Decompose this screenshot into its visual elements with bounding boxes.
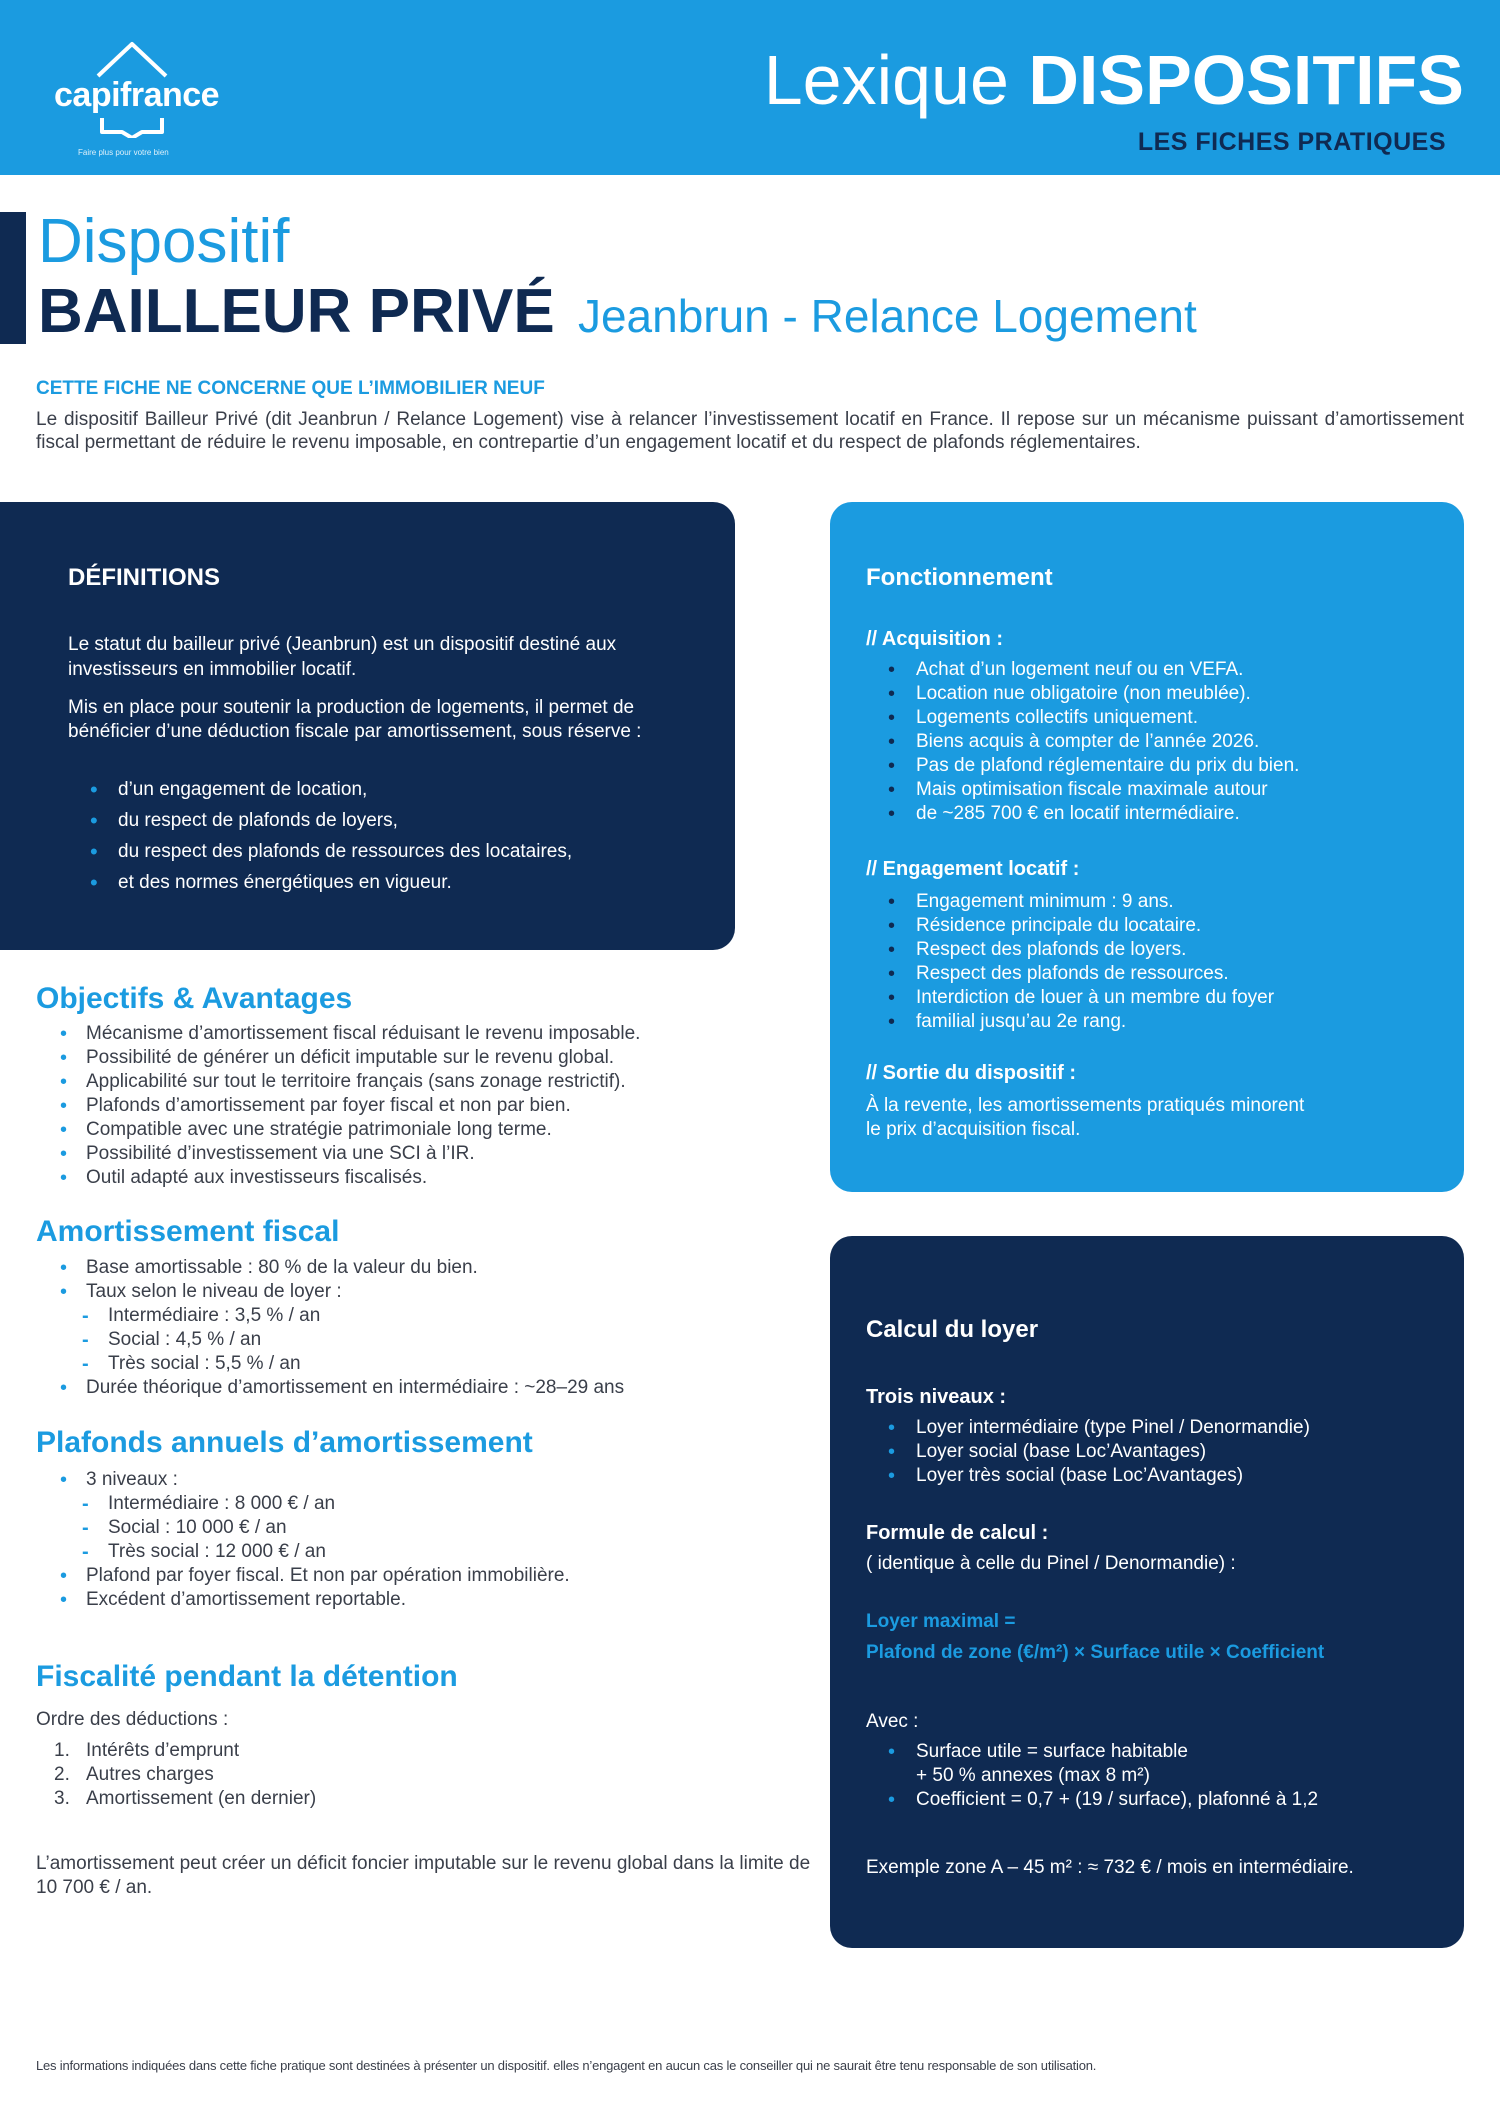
header-title-bold: DISPOSITIFS <box>1028 41 1464 119</box>
sortie-text-line1: À la revente, les amortissements pratiqués minorent <box>866 1095 1305 1116</box>
list-item: • de ~285 700 € en locatif intermédiaire. <box>888 802 1299 826</box>
list-item: • Excédent d’amortissement reportable. <box>60 1588 570 1612</box>
footer-disclaimer: Les informations indiquées dans cette fiche pratique sont destinées à présenter un dispositif. elles n’engagent en aucun cas le conseiller qui ne saurait être tenu responsable de son utilisation. <box>36 2058 1097 2073</box>
list-item: • du respect de plafonds de loyers, <box>90 805 572 836</box>
list-item: • Mais optimisation fiscale maximale autour <box>888 778 1299 802</box>
title-accent-bar <box>0 212 26 344</box>
niveaux-list <box>888 1416 1310 1488</box>
step-number: 1. <box>54 1740 70 1761</box>
list-item <box>54 1739 316 1763</box>
fiscalite-title: Fiscalité pendant la détention <box>36 1660 458 1693</box>
intro-text: Le dispositif Bailleur Privé (dit Jeanbrun / Relance Logement) vise à relancer l’investissement locatif en France. Il repose sur un mécanisme puissant d’amortissement fiscal permettant de réduire le revenu imposable, en contrepartie d’un engagement locatif et du respect de plafonds réglementaires. <box>36 409 1464 453</box>
list-item: • Applicabilité sur tout le territoire français (sans zonage restrictif). <box>60 1070 640 1094</box>
list-item: • Mécanisme d’amortissement fiscal réduisant le revenu imposable. <box>60 1022 640 1046</box>
fonctionnement-title: Fonctionnement <box>866 564 1053 591</box>
list-subitem: - Intermédiaire : 8 000 € / an <box>60 1492 570 1516</box>
list-item: • et des normes énergétiques en vigueur. <box>90 867 572 898</box>
list-item: • Engagement minimum : 9 ans. <box>888 890 1274 914</box>
list-item: • Résidence principale du locataire. <box>888 914 1274 938</box>
logo-text: capifrance <box>54 76 220 114</box>
list-item: • Logements collectifs uniquement. <box>888 706 1299 730</box>
acquisition-list <box>888 658 1299 826</box>
list-item: • Outil adapté aux investisseurs fiscalisés. <box>60 1166 640 1190</box>
definitions-p2: Mis en place pour soutenir la production de logements, il permet de bénéficier d’une déduction fiscale par amortissement, sous réserve : <box>68 697 642 742</box>
page-title-bold: BAILLEUR PRIVÉ <box>38 277 555 346</box>
list-item <box>54 1763 316 1787</box>
fonctionnement-box <box>830 502 1464 1192</box>
list-subitem: - Social : 10 000 € / an <box>60 1516 570 1540</box>
list-item: • du respect des plafonds de ressources des locataires, <box>90 836 572 867</box>
step-number: 2. <box>54 1764 70 1785</box>
page-title-line1: Dispositif <box>38 207 290 276</box>
page-title-line2 <box>38 276 1197 347</box>
header-title-light: Lexique <box>763 41 1009 119</box>
step-text: Autres charges <box>86 1764 214 1785</box>
list-item: • Respect des plafonds de ressources. <box>888 962 1274 986</box>
definitions-list <box>90 774 572 898</box>
amortissement-title: Amortissement fiscal <box>36 1215 340 1248</box>
list-subitem: - Très social : 5,5 % / an <box>60 1352 624 1376</box>
list-item: • Location nue obligatoire (non meublée). <box>888 682 1299 706</box>
amortissement-list <box>60 1256 624 1400</box>
list-item: • Possibilité de générer un déficit imputable sur le revenu global. <box>60 1046 640 1070</box>
header-banner <box>0 0 1500 175</box>
list-subitem: - Intermédiaire : 3,5 % / an <box>60 1304 624 1328</box>
formula-line2: Plafond de zone (€/m²) × Surface utile × Coefficient <box>866 1642 1325 1663</box>
list-subitem: - Social : 4,5 % / an <box>60 1328 624 1352</box>
capifrance-logo[interactable] <box>48 38 218 158</box>
surface-line1: • Surface utile = surface habitable <box>916 1741 1188 1762</box>
list-item: • Possibilité d’investissement via une SCI à l’IR. <box>60 1142 640 1166</box>
fiscalite-ordre: Ordre des déductions : <box>36 1709 229 1730</box>
list-item: • Durée théorique d’amortissement en intermédiaire : ~28–29 ans <box>60 1376 624 1400</box>
list-item: • Biens acquis à compter de l’année 2026. <box>888 730 1299 754</box>
plafonds-title: Plafonds annuels d’amortissement <box>36 1426 533 1459</box>
calcul-title: Calcul du loyer <box>866 1316 1039 1343</box>
header-subtitle: LES FICHES PRATIQUES <box>1137 128 1446 156</box>
acquisition-label: // Acquisition : <box>866 628 1004 650</box>
engagement-list <box>888 890 1274 1034</box>
niveaux-label: Trois niveaux : <box>866 1386 1007 1408</box>
avec-label: Avec : <box>866 1711 919 1732</box>
step-text: Intérêts d’emprunt <box>86 1740 240 1761</box>
definitions-box <box>0 502 735 950</box>
formule-label: Formule de calcul : <box>866 1522 1049 1544</box>
calcul-box <box>830 1236 1464 1948</box>
formule-note: ( identique à celle du Pinel / Denormandie) : <box>866 1553 1236 1574</box>
header-title <box>764 40 1464 120</box>
list-item: • Base amortissable : 80 % de la valeur du bien. <box>60 1256 624 1280</box>
logo-tagline: Faire plus pour votre bien <box>78 148 169 157</box>
list-item: • Loyer intermédiaire (type Pinel / Denormandie) <box>888 1416 1310 1440</box>
list-item: • Compatible avec une stratégie patrimoniale long terme. <box>60 1118 640 1142</box>
list-item: • Plafonds d’amortissement par foyer fiscal et non par bien. <box>60 1094 640 1118</box>
list-item: • Loyer social (base Loc’Avantages) <box>888 1440 1310 1464</box>
list-item: • Respect des plafonds de loyers. <box>888 938 1274 962</box>
list-item <box>888 1740 1318 1788</box>
fiscalite-note: L’amortissement peut créer un déficit foncier imputable sur le revenu global dans la limite de 10 700 € / an. <box>36 1853 811 1898</box>
intro-heading: CETTE FICHE NE CONCERNE QUE L’IMMOBILIER NEUF <box>36 378 545 399</box>
list-item: • Achat d’un logement neuf ou en VEFA. <box>888 658 1299 682</box>
list-item: • familial jusqu’au 2e rang. <box>888 1010 1274 1034</box>
list-item: • Plafond par foyer fiscal. Et non par opération immobilière. <box>60 1564 570 1588</box>
sortie-label: // Sortie du dispositif : <box>866 1062 1076 1084</box>
engagement-label: // Engagement locatif : <box>866 858 1080 880</box>
list-item: • Pas de plafond réglementaire du prix du bien. <box>888 754 1299 778</box>
list-item: • 3 niveaux : <box>60 1468 570 1492</box>
plafonds-list <box>60 1468 570 1612</box>
list-subitem: - Très social : 12 000 € / an <box>60 1540 570 1564</box>
fiscalite-steps <box>54 1739 316 1811</box>
surface-line2: + 50 % annexes (max 8 m²) <box>916 1765 1150 1786</box>
step-text: Amortissement (en dernier) <box>86 1788 317 1809</box>
page-title-sub: Jeanbrun - Relance Logement <box>577 290 1197 342</box>
list-item: • Taux selon le niveau de loyer : <box>60 1280 624 1304</box>
exemple-text: Exemple zone A – 45 m² : ≈ 732 € / mois en intermédiaire. <box>866 1857 1354 1878</box>
objectifs-list <box>60 1022 640 1190</box>
list-item: • Interdiction de louer à un membre du foyer <box>888 986 1274 1010</box>
definitions-title: DÉFINITIONS <box>68 564 221 591</box>
list-item: • Loyer très social (base Loc’Avantages) <box>888 1464 1310 1488</box>
definitions-p1: Le statut du bailleur privé (Jeanbrun) est un dispositif destiné aux investisseurs en immobilier locatif. <box>68 634 617 680</box>
sortie-text-line2: le prix d’acquisition fiscal. <box>866 1119 1081 1140</box>
list-item <box>54 1787 316 1811</box>
step-number: 3. <box>54 1788 70 1809</box>
objectifs-title: Objectifs & Avantages <box>36 982 353 1015</box>
list-item: • Coefficient = 0,7 + (19 / surface), plafonné à 1,2 <box>888 1788 1318 1812</box>
list-item: • d’un engagement de location, <box>90 774 572 805</box>
avec-list <box>888 1740 1318 1812</box>
formula-line1: Loyer maximal = <box>866 1611 1016 1632</box>
